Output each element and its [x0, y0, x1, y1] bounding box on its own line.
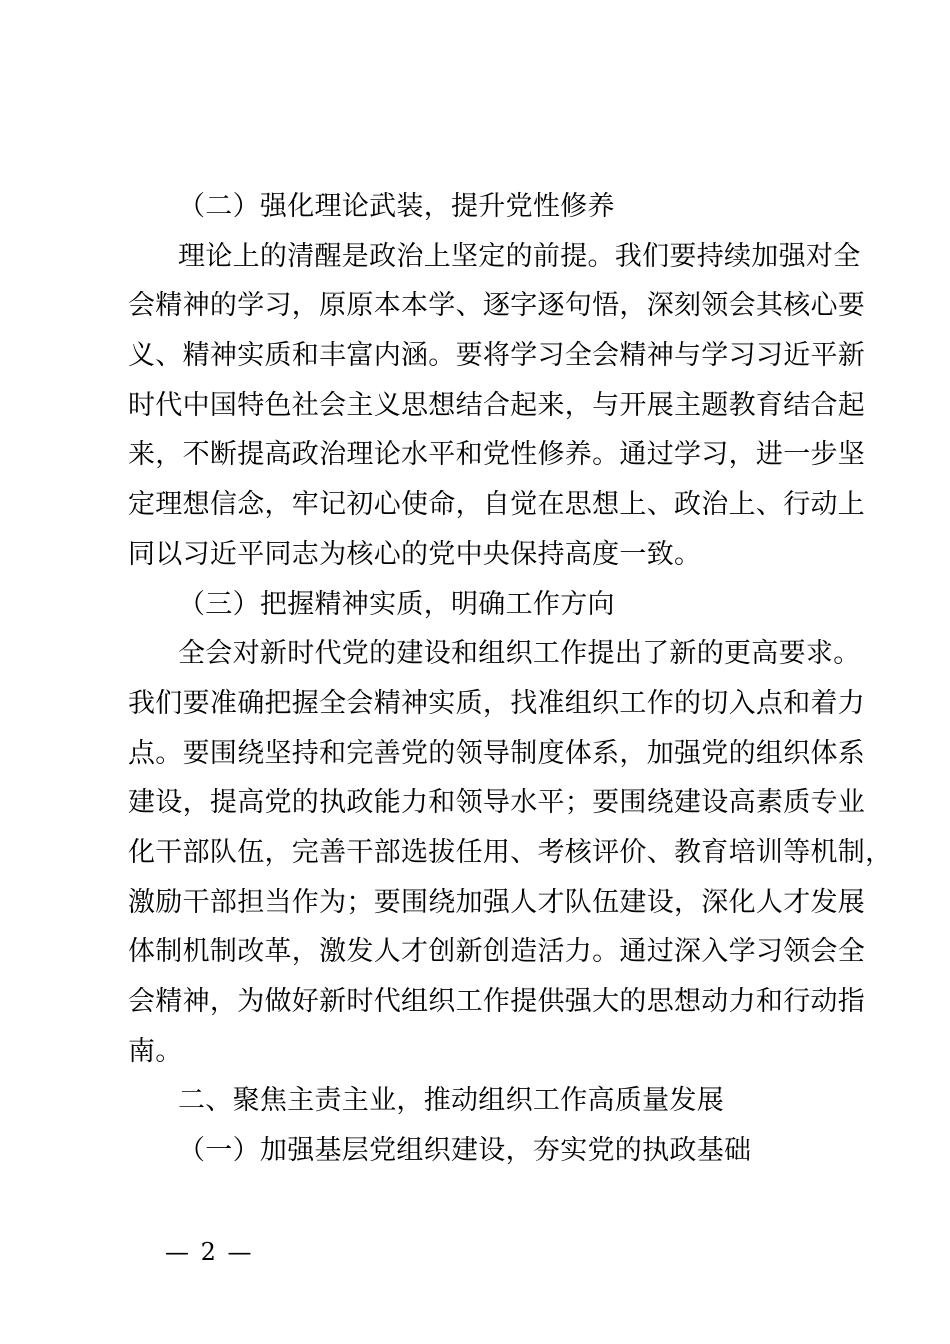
text-line: 二、聚焦主责主业，推动组织工作高质量发展: [178, 1085, 724, 1117]
text-line: 会精神，为做好新时代组织工作提供强大的思想动力和行动指: [128, 986, 866, 1017]
text-line: 理论上的清醒是政治上坚定的前提。我们要持续加强对全: [178, 240, 861, 272]
text-line: 化干部队伍，完善干部选拔任用、考核评价、教育培训等机制，: [128, 836, 893, 868]
text-line: 点。要围绕坚持和完善党的领导制度体系，加强党的组织体系: [128, 737, 866, 769]
text-line: 义、精神实质和丰富内涵。要将学习全会精神与学习习近平新: [128, 340, 866, 372]
text-line: 会精神的学习，原原本本学、逐字逐句悟，深刻领会其核心要: [128, 290, 866, 322]
text-line: 来，不断提高政治理论水平和党性修养。通过学习，进一步坚: [128, 439, 866, 471]
text-line: 南。: [128, 1035, 183, 1067]
text-line: 体制机制改革，激发人才创新创造活力。通过深入学习领会全: [128, 936, 866, 968]
text-line: （三）把握精神实质，明确工作方向: [178, 588, 615, 620]
text-line: （二）强化理论武装，提升党性修养: [178, 191, 615, 222]
page-number: — 2 —: [165, 1238, 254, 1266]
text-line: 定理想信念，牢记初心使命，自觉在思想上、政治上、行动上: [128, 489, 866, 521]
text-line: （一）加强基层党组织建设，夯实党的执政基础: [178, 1135, 752, 1167]
text-line: 建设，提高党的执政能力和领导水平；要围绕建设高素质专业: [128, 787, 866, 819]
text-line: 全会对新时代党的建设和组织工作提出了新的更高要求。: [178, 638, 861, 670]
text-line: 激励干部担当作为；要围绕加强人才队伍建设，深化人才发展: [128, 886, 866, 918]
body-text: [128, 186, 893, 1180]
text-line: 时代中国特色社会主义思想结合起来，与开展主题教育结合起: [128, 389, 866, 421]
text-line: 我们要准确把握全会精神实质，找准组织工作的切入点和着力: [128, 687, 866, 719]
text-line: 同以习近平同志为核心的党中央保持高度一致。: [128, 538, 702, 570]
